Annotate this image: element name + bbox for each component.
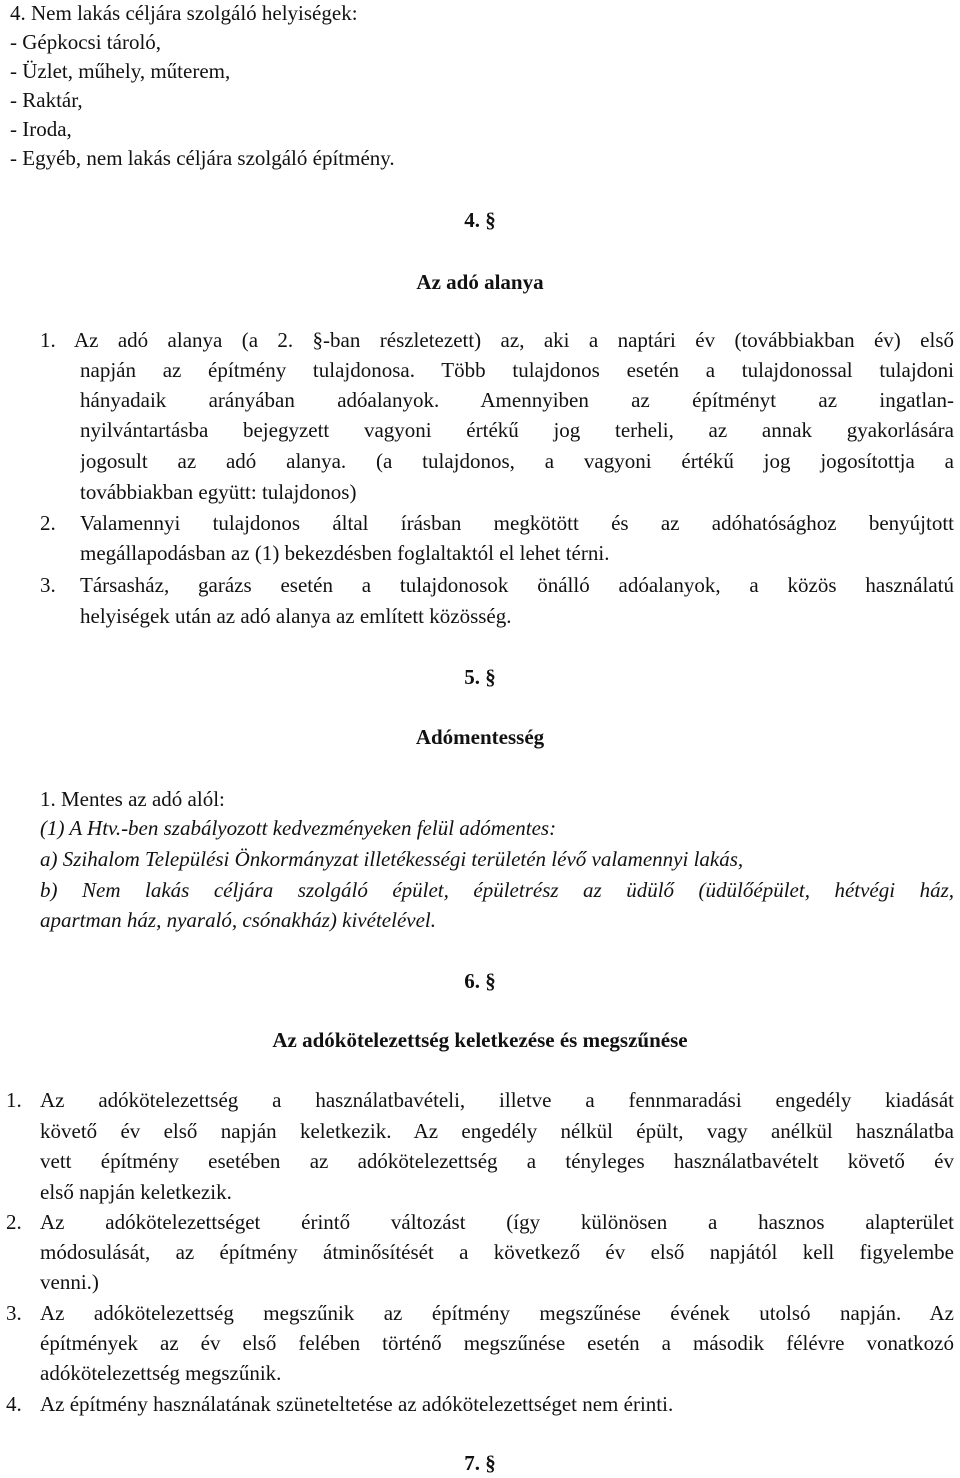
section-number: 5. §	[464, 665, 496, 689]
paragraph-line: építmények az év első felében történő megszűnése esetén a második félévre vonatkozó	[40, 1331, 954, 1355]
section-title: Az adókötelezettség keletkezése és megszűnése	[272, 1028, 688, 1052]
list-item: - Gépkocsi tároló,	[10, 30, 162, 54]
paragraph-line: Az építmény használatának szüneteltetése az adókötelezettséget nem érinti.	[40, 1392, 674, 1416]
list-item: - Raktár,	[10, 88, 83, 112]
paragraph-number: 2.	[40, 511, 56, 535]
paragraph-line: Az adókötelezettség megszűnik az építmény megszűnése évének utolsó napján. Az	[40, 1301, 954, 1325]
paragraph-line: napján az építmény tulajdonosa. Több tulajdonos esetén a tulajdonossal tulajdoni	[80, 358, 954, 382]
paragraph-line: továbbiakban együtt: tulajdonos)	[80, 480, 357, 504]
paragraph-line: helyiségek után az adó alanya az említett közösség.	[80, 604, 512, 628]
list-heading: 4. Nem lakás céljára szolgáló helyiségek:	[10, 1, 358, 25]
paragraph-line: módosulását, az építmény átminősítését a következő év első napjától kell figyelembe	[40, 1240, 954, 1264]
paragraph-line: nyilvántartásba bejegyzett vagyoni értékű jog terheli, az annak gyakorlására	[80, 418, 954, 442]
list-item: - Iroda,	[10, 117, 72, 141]
italic-line: apartman ház, nyaraló, csónakház) kivételével.	[40, 908, 436, 932]
list-item: - Üzlet, műhely, műterem,	[10, 59, 231, 83]
section-number: 6. §	[464, 969, 496, 993]
italic-line: b) Nem lakás céljára szolgáló épület, épületrész az üdülő (üdülőépület, hétvégi ház,	[40, 878, 954, 902]
paragraph-line: első napján keletkezik.	[40, 1180, 232, 1204]
paragraph-number: 3.	[6, 1301, 22, 1325]
paragraph-line: venni.)	[40, 1270, 99, 1294]
paragraph-line: Az adókötelezettség a használatbavételi, illetve a fennmaradási engedély kiadását	[40, 1088, 954, 1112]
section-number: 4. §	[464, 208, 496, 232]
paragraph-number: 3.	[40, 573, 56, 597]
section-title: Adómentesség	[415, 725, 545, 749]
section-title: Az adó alanya	[416, 270, 544, 294]
paragraph-number: 1.	[6, 1088, 22, 1112]
list-item: - Egyéb, nem lakás céljára szolgáló építmény.	[10, 146, 395, 170]
paragraph-line: vett építmény esetében az adókötelezettség a tényleges használatbavételt követő év	[40, 1149, 954, 1173]
paragraph-number: 2.	[6, 1210, 22, 1234]
italic-line: (1) A Htv.-ben szabályozott kedvezményeken felül adómentes:	[40, 816, 557, 840]
paragraph-line: követő év első napján keletkezik. Az engedély nélkül épült, vagy anélkül használatba	[40, 1119, 954, 1143]
paragraph-line: jogosult az adó alanya. (a tulajdonos, a vagyoni értékű jog jogosítottja a	[80, 449, 954, 473]
paragraph-line: adókötelezettség megszűnik.	[40, 1361, 282, 1385]
paragraph-line: 1. Az adó alanya (a 2. §-ban részletezett) az, aki a naptári év (továbbiakban év) első	[40, 328, 954, 352]
paragraph-line: Valamennyi tulajdonos által írásban megkötött és az adóhatósághoz benyújtott	[80, 511, 954, 535]
paragraph-line: Társasház, garázs esetén a tulajdonosok önálló adóalanyok, a közös használatú	[80, 573, 954, 597]
paragraph-line: Az adókötelezettséget érintő változást (így különösen a hasznos alapterület	[40, 1210, 954, 1234]
paragraph-number: 4.	[6, 1392, 22, 1416]
paragraph-line: 1. Mentes az adó alól:	[40, 787, 225, 811]
paragraph-line: megállapodásban az (1) bekezdésben foglaltaktól el lehet térni.	[80, 541, 610, 565]
italic-line: a) Szihalom Települési Önkormányzat illetékességi területén lévő valamennyi lakás,	[40, 847, 744, 871]
section-number: 7. §	[464, 1451, 496, 1475]
paragraph-line: hányadaik arányában adóalanyok. Amennyiben az építményt az ingatlan-	[80, 388, 954, 412]
